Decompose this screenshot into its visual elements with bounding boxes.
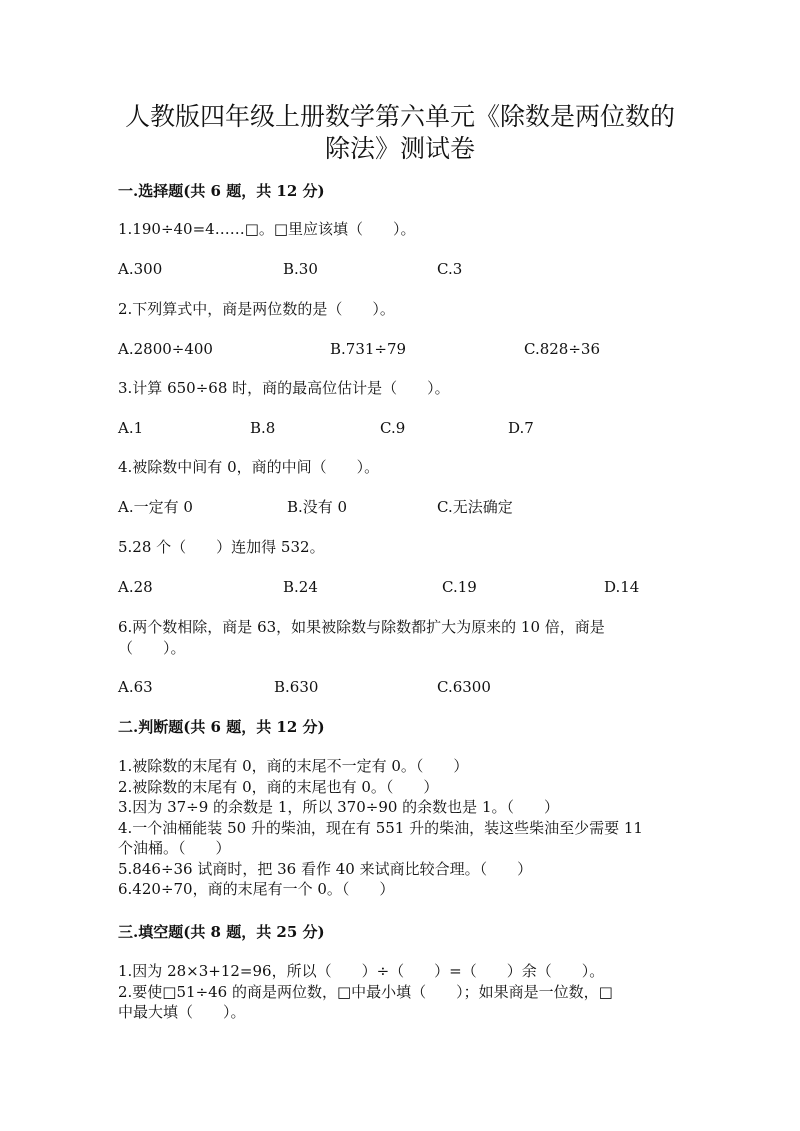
q2-option-b: B.731÷79: [330, 340, 407, 358]
fill-item-2-line2: 中最大填（ ）。: [118, 1003, 246, 1021]
q6-option-c: C.6300: [437, 678, 491, 696]
q6-option-a: A.63: [118, 678, 153, 696]
choice-question-2: 2.下列算式中，商是两位数的是（ ）。: [118, 300, 395, 318]
q5-option-b: B.24: [283, 578, 318, 596]
q4-option-b: B.没有 0: [287, 498, 348, 516]
q2-option-a: A.2800÷400: [118, 340, 213, 358]
q4-option-a: A.一定有 0: [118, 498, 193, 516]
q5-option-c: C.19: [442, 578, 477, 596]
choice-question-6-line1: 6.两个数相除，商是 63，如果被除数与除数都扩大为原来的 10 倍，商是: [118, 618, 605, 636]
section-heading-judgment: 二.判断题(共 6 题，共 12 分): [118, 718, 325, 736]
q4-option-c: C.无法确定: [437, 498, 513, 516]
judgment-item-2: 2.被除数的末尾有 0，商的末尾也有 0。（ ）: [118, 777, 439, 796]
judgment-item-4-line2: 个油桶。（ ）: [118, 839, 231, 857]
exam-title-line2: 除法》测试卷: [324, 134, 475, 163]
section-heading-choice: 一.选择题(共 6 题，共 12 分): [118, 182, 325, 200]
q1-option-b: B.30: [283, 260, 318, 278]
q1-option-a: A.300: [118, 260, 163, 278]
q6-option-b: B.630: [274, 678, 319, 696]
choice-question-5: 5.28 个（ ）连加得 532。: [118, 538, 325, 556]
choice-question-6-line2: （ ）。: [118, 639, 186, 657]
section-heading-fill-blank: 三.填空题(共 8 题，共 25 分): [118, 923, 325, 941]
fill-item-1: 1.因为 28×3+12=96，所以（ ）÷（ ）=（ ）余（ ）。: [118, 962, 605, 980]
q3-option-d: D.7: [508, 419, 534, 437]
exam-title-line1: 人教版四年级上册数学第六单元《除数是两位数的: [124, 102, 675, 131]
judgment-item-6: 6.420÷70，商的末尾有一个 0。（ ）: [118, 880, 395, 898]
choice-question-3: 3.计算 650÷68 时，商的最高位估计是（ ）。: [118, 379, 450, 397]
q5-option-a: A.28: [118, 578, 153, 596]
q3-option-c: C.9: [380, 419, 406, 437]
fill-item-2-line1: 2.要使□51÷46 的商是两位数，□中最小填（ ）；如果商是一位数，□: [118, 982, 613, 1001]
choice-question-4: 4.被除数中间有 0，商的中间（ ）。: [118, 458, 380, 476]
q3-option-b: B.8: [250, 419, 276, 437]
judgment-item-5: 5.846÷36 试商时，把 36 看作 40 来试商比较合理。（ ）: [118, 859, 533, 878]
q5-option-d: D.14: [604, 578, 640, 596]
q3-option-a: A.1: [118, 419, 144, 437]
choice-question-1: 1.190÷40=4……□。□里应该填（ ）。: [118, 220, 416, 238]
judgment-item-4-line1: 4.一个油桶能装 50 升的柴油，现在有 551 升的柴油，装这些柴油至少需要 11: [118, 818, 643, 837]
q2-option-c: C.828÷36: [524, 340, 600, 358]
judgment-item-3: 3.因为 37÷9 的余数是 1，所以 370÷90 的余数也是 1。（ ）: [118, 798, 559, 816]
q1-option-c: C.3: [437, 260, 463, 278]
judgment-item-1: 1.被除数的末尾有 0，商的末尾不一定有 0。（ ）: [118, 757, 469, 775]
